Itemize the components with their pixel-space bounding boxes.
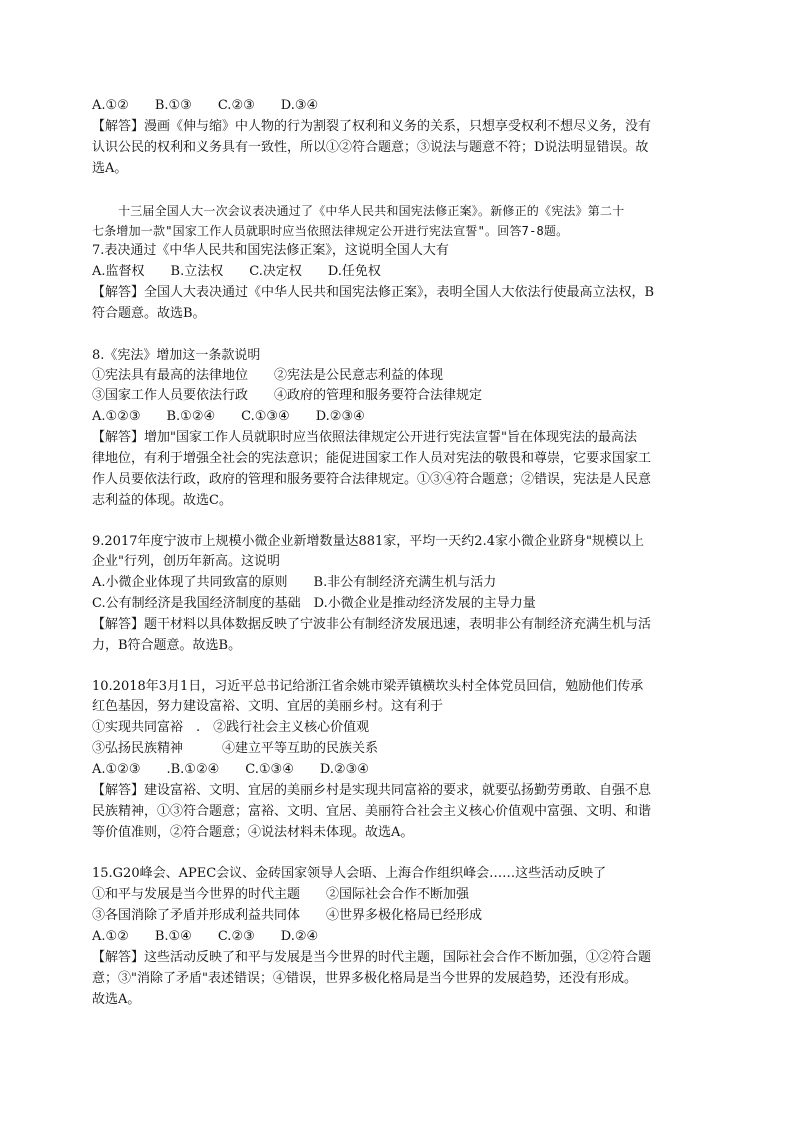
q8-options: A.①②③ B.①②④ C.①③④ D.②③④ (92, 409, 365, 424)
q9-stem-line-2: 企业"行列，创历年新高。这说明 (92, 554, 280, 569)
q10-answer-line-1: 【解答】建设富裕、文明、宜居的美丽乡村是实现共同富裕的要求，就要弘扬勤劳勇敢、自强不息 (92, 783, 652, 798)
q15-answer-line-2: 意；③"消除了矛盾"表述错误；④错误，世界多极化格局是当今世界的发展趋势，还没有形成。 (92, 971, 637, 986)
q15-choices-line-1: ①和平与发展是当今世界的时代主题 ②国际社会合作不断加强 (92, 887, 470, 902)
q10-answer-line-2: 民族精神，①③符合题意；富裕、文明、宜居、美丽符合社会主义核心价值观中富强、文明、和谐 (92, 804, 652, 819)
q9-stem-line-1: 9.2017年度宁波市上规模小微企业新增数量达881家，平均一天约2.4家小微企业跻身"规模以上 (92, 534, 644, 549)
q8-choices-line-2: ③国家工作人员要依法行政 ④政府的管理和服务要符合法律规定 (92, 388, 483, 403)
q7-options: A.监督权 B.立法权 C.决定权 D.任免权 (92, 264, 381, 279)
q10-stem-line-2: 红色基因，努力建设富裕、文明、宜居的美丽乡村。这有利于 (92, 699, 444, 714)
q6-answer-line-3: 选A。 (92, 161, 128, 176)
q10-options: A.①②③ .B.①②④ C.①③④ D.②③④ (92, 762, 369, 777)
material-line-2: 七条增加一款"国家工作人员就职时应当依照法律规定公开进行宪法宣誓"。回答7-8题。 (92, 224, 569, 238)
material-line-1: 十三届全国人大一次会议表决通过了《中华人民共和国宪法修正案》。新修正的《宪法》第二十 (118, 204, 625, 218)
q9-answer-line-1: 【解答】题干材料以具体数据反映了宁波非公有制经济发展迅速，表明非公有制经济充满生机与活 (92, 617, 652, 632)
q7-answer-line-1: 【解答】全国人大表决通过《中华人民共和国宪法修正案》，表明全国人大依法行使最高立法权，B (92, 285, 655, 300)
q15-stem: 15.G20峰会、APEC会议、金砖国家领导人会晤、上海合作组织峰会……这些活动反映了 (92, 866, 607, 881)
q10-stem-line-1: 10.2018年3月1日，习近平总书记给浙江省余姚市梁弄镇横坎头村全体党员回信，勉励他们传承 (92, 679, 644, 694)
q8-choices-line-1: ①宪法具有最高的法律地位 ②宪法是公民意志利益的体现 (92, 368, 444, 383)
q7-answer-line-2: 符合题意。故选B。 (92, 306, 206, 321)
q8-answer-line-1: 【解答】增加"国家工作人员就职时应当依照法律规定公开进行宪法宣誓"旨在体现宪法的最高法 (92, 430, 637, 445)
q7-stem: 7.表决通过《中华人民共和国宪法修正案》，这说明全国人大有 (92, 243, 449, 258)
q9-answer-line-2: 力，B符合题意。故选B。 (92, 638, 242, 653)
q8-stem: 8.《宪法》增加这一条款说明 (92, 348, 261, 363)
q8-answer-line-4: 志利益的体现。故选C。 (92, 493, 232, 508)
q10-answer-line-3: 等价值准则，②符合题意；④说法材料未体现。故选A。 (92, 825, 414, 840)
q8-answer-line-2: 律地位，有利于增强全社会的宪法意识；能促进国家工作人员对宪法的敬畏和尊崇，它要求国家工 (92, 451, 652, 466)
q15-choices-line-2: ③各国消除了矛盾并形成利益共同体 ④世界多极化格局已经形成 (92, 908, 483, 923)
q6-options: A.①② B.①③ C.②③ D.③④ (92, 98, 319, 113)
q15-options: A.①② B.①④ C.②③ D.②④ (92, 929, 319, 944)
q15-answer-line-1: 【解答】这些活动反映了和平与发展是当今世界的时代主题，国际社会合作不断加强，①②符合题 (92, 950, 652, 965)
q8-answer-line-3: 作人员要依法行政，政府的管理和服务要符合法律规定。①③④符合题意；②错误，宪法是人民意 (92, 472, 652, 487)
q10-choices-line-1: ①实现共同富裕 . ②践行社会主义核心价值观 (92, 720, 370, 735)
q6-answer-line-2: 认识公民的权利和义务具有一致性，所以①②符合题意；③说法与题意不符；D说法明显错误。故 (92, 140, 649, 155)
q10-choices-line-2: ③弘扬民族精神 ④建立平等互助的民族关系 (92, 741, 379, 756)
q9-options-line-1: A.小微企业体现了共同致富的原则 B.非公有制经济充满生机与活力 (92, 575, 497, 590)
q15-answer-line-3: 故选A。 (92, 992, 141, 1007)
q6-answer-line-1: 【解答】漫画《伸与缩》中人物的行为割裂了权利和义务的关系，只想享受权利不想尽义务，没有 (92, 119, 652, 134)
q9-options-line-2: C.公有制经济是我国经济制度的基础 D.小微企业是推动经济发展的主导力量 (92, 596, 536, 611)
